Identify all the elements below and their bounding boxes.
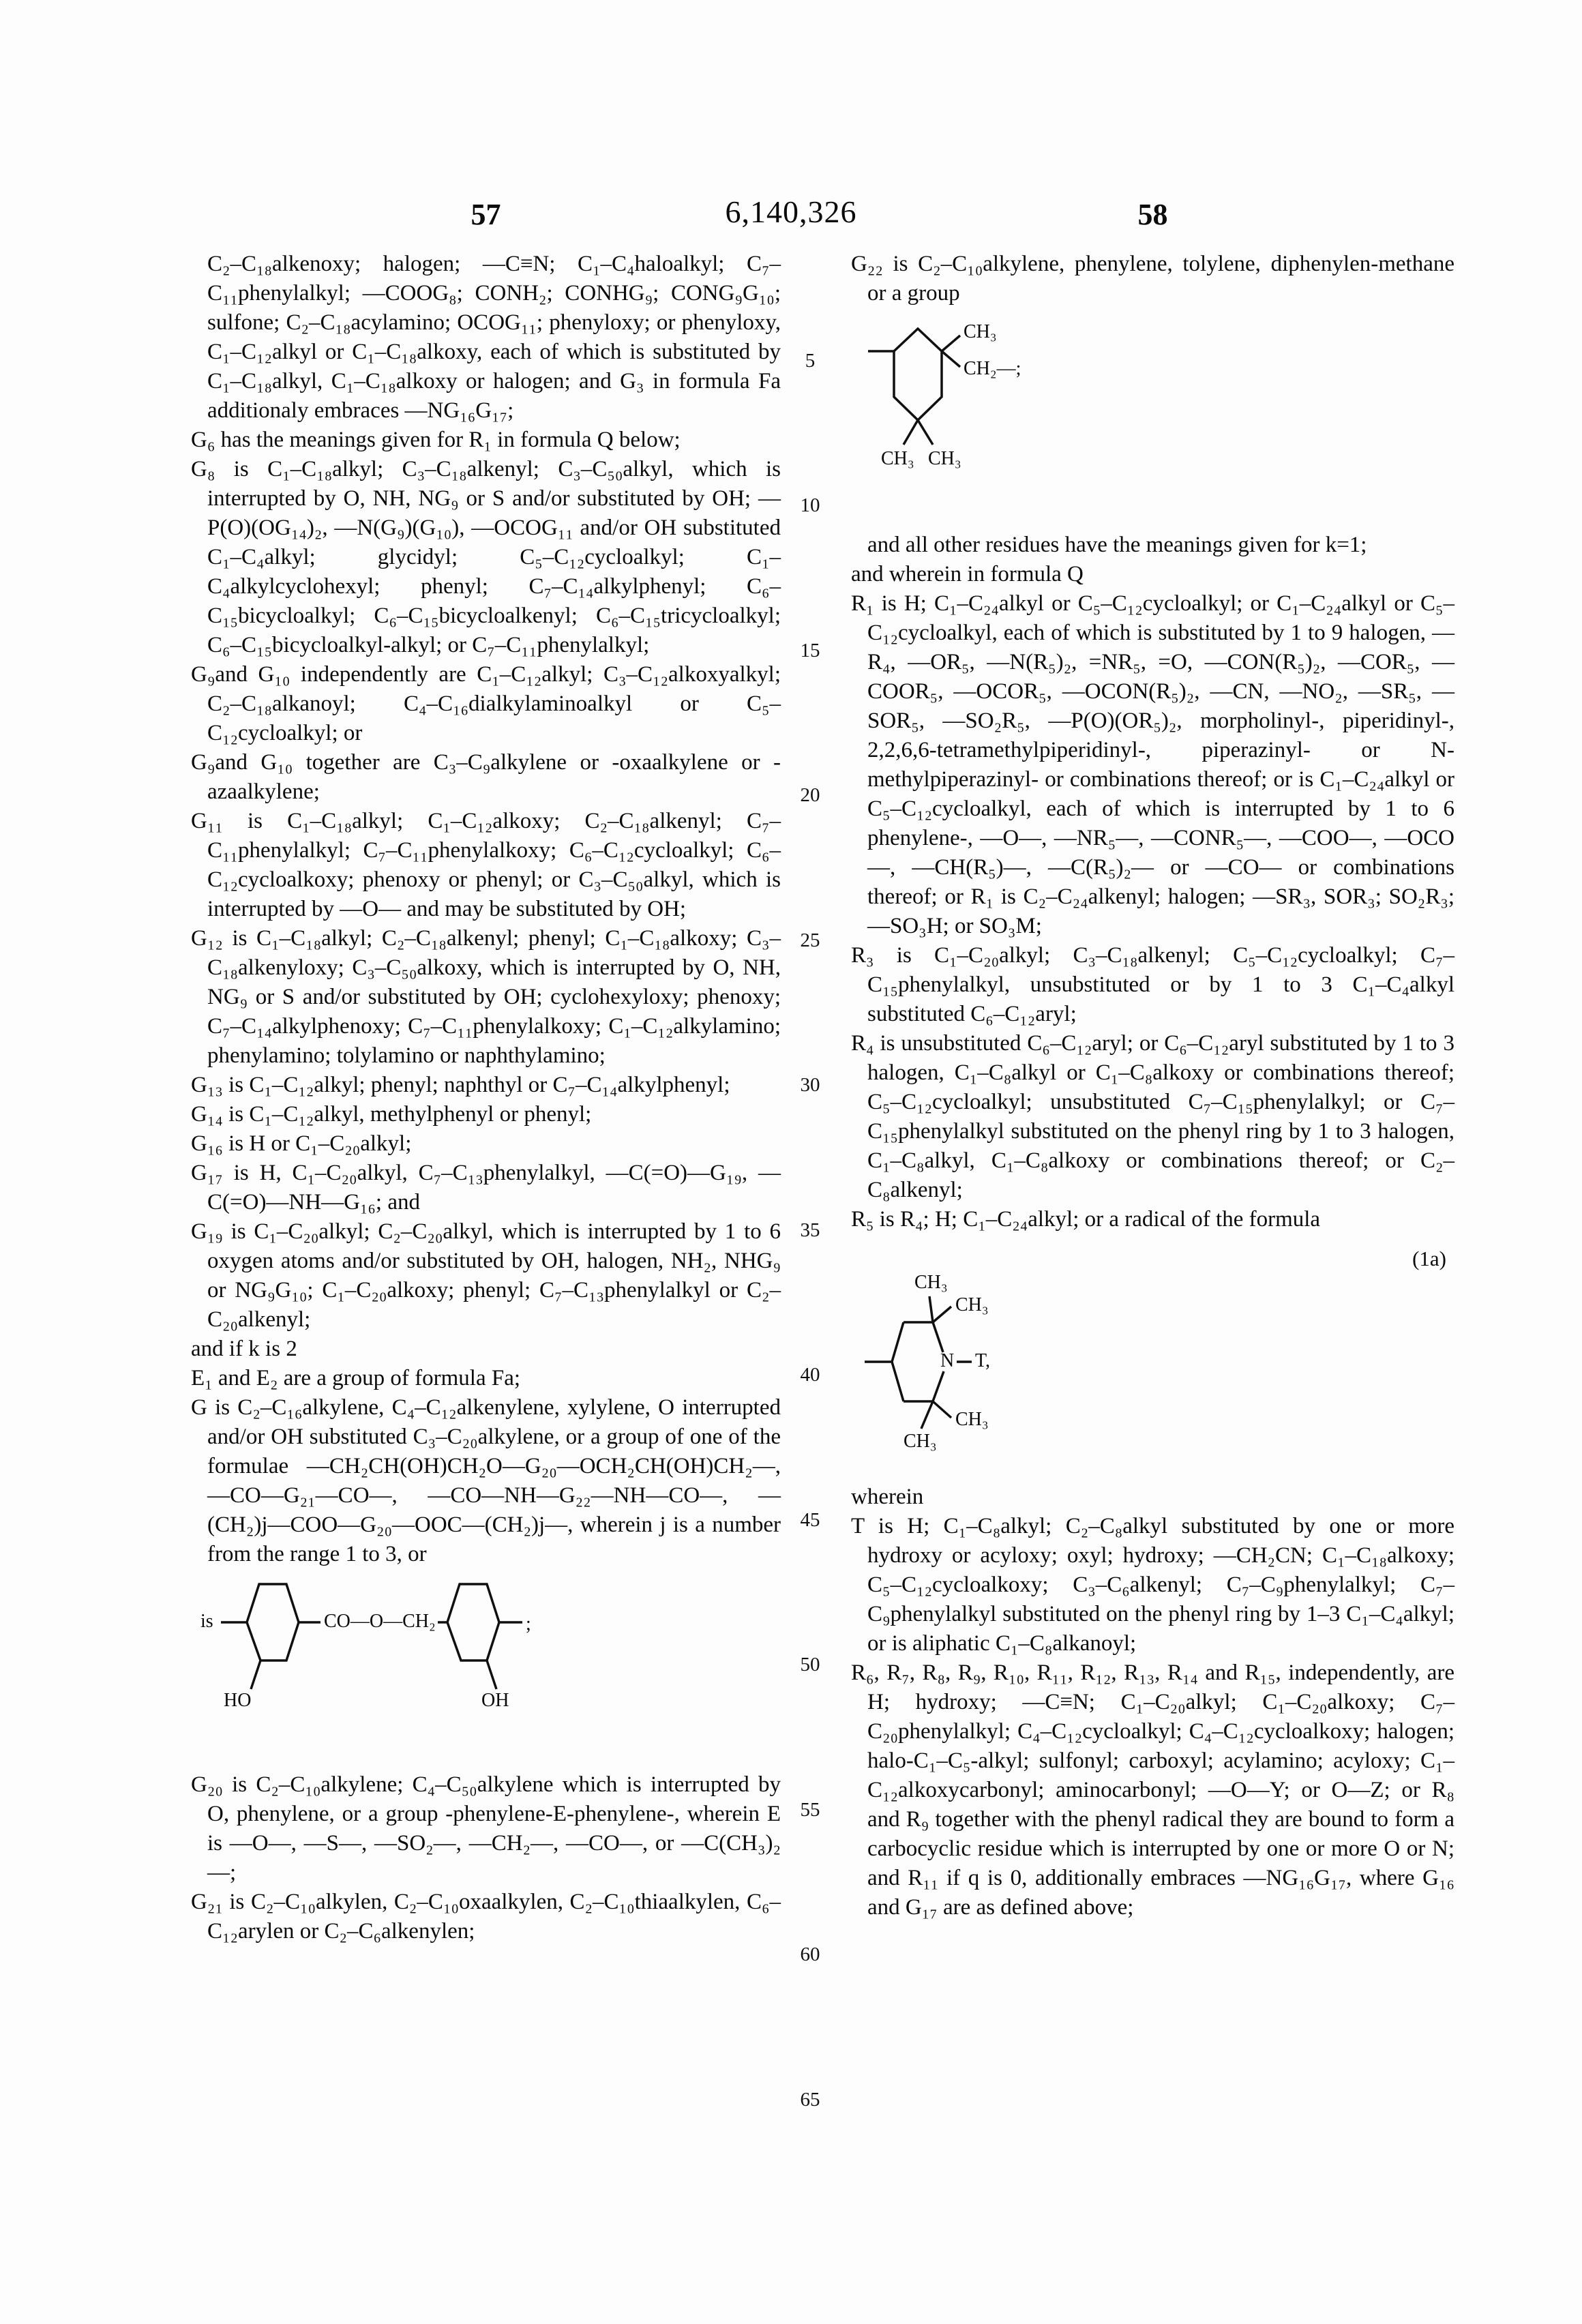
- methyl-label: CH₃: [955, 1409, 989, 1430]
- methyl-label: CH₃: [881, 448, 914, 469]
- para-wherein: wherein: [851, 1485, 924, 1509]
- para-continuation-g3: C₂–C₁₈alkenoxy; halogen; —C≡N; C₁–C₄haloalkyl; C₇–C₁₁phenylalkyl; —COOG₈; CONH₂; CONHG₉; CONG₉G₁₀; sulfone; C₂–C₁₈acylamino; OCOG₁₁; phenyloxy; or phenyloxy, C₁–C₁₂alkyl or C₁–C₁₈alkoxy, each of which is substituted by C₁–C₁₈alkyl, C₁–C₁₈alkoxy or halogen; and G₃ in formula Fa additionaly embraces —NG₁₆G₁₇;: [207, 252, 781, 423]
- para-g14: G₁₄ is C₁–C₁₂alkyl, methylphenyl or phenyl;: [191, 1102, 592, 1127]
- structure-suffix-label: ;: [526, 1613, 531, 1635]
- gutter-line-number: 15: [800, 640, 820, 661]
- para-g8: G₈ is C₁–C₁₈alkyl; C₃–C₁₈alkenyl; C₃–C₅₀alkyl, which is interrupted by O, NH, NG₉ or S and/or substituted by OH; —P(O)(OG₁₄)₂, —N(G₉)(G₁₀), —OCOG₁₁ and/or OH substituted C₁–C₄alkyl; glycidyl; C₅–C₁₂cycloalkyl; C₁–C₄alkylcyclohexyl; phenyl; C₇–C₁₄alkylphenyl; C₆–C₁₅bicycloalkyl; C₆–C₁₅bicycloalkenyl; C₆–C₁₅tricycloalkyl; C₆–C₁₅bicycloalkyl-alkyl; or C₇–C₁₁phenylalkyl;: [191, 457, 781, 657]
- methyl-label: CH₃: [928, 448, 961, 469]
- para-g16: G₁₆ is H or C₁–C₂₀alkyl;: [191, 1131, 412, 1156]
- para-g11: G₁₁ is C₁–C₁₈alkyl; C₁–C₁₂alkoxy; C₂–C₁₈alkenyl; C₇–C₁₁phenylalkyl; C₇–C₁₁phenylalkoxy; C₆–C₁₂cycloalkyl; C₆–C₁₂cycloalkoxy; phenoxy or phenyl; or C₃–C₅₀alkyl, which is interrupted by —O— and may be substituted by OH;: [191, 809, 781, 921]
- gutter-line-number: 25: [800, 929, 820, 951]
- gutter-line-number: 40: [800, 1364, 820, 1386]
- patent-number: 6,140,326: [725, 194, 857, 229]
- gutter-line-number: 10: [800, 494, 820, 516]
- para-g9-g10-together: G₉and G₁₀ together are C₃–C₉alkylene or -oxaalkylene or -azaalkylene;: [191, 750, 781, 804]
- hydroxyl-label-right: OH: [481, 1690, 509, 1711]
- ester-linker-label: CO—O—CH₂: [324, 1611, 436, 1632]
- para-r3: R₃ is C₁–C₂₀alkyl; C₃–C₁₈alkenyl; C₅–C₁₂cycloalkyl; C₇–C₁₅phenylalkyl, unsubstituted or by 1 to 3 C₁–C₄alkyl substituted C₆–C₁₂aryl;: [851, 943, 1454, 1026]
- gutter-line-number: 60: [800, 1943, 820, 1965]
- para-g13: G₁₃ is C₁–C₁₂alkyl; phenyl; naphthyl or C₇–C₁₄alkylphenyl;: [191, 1073, 730, 1097]
- methyl-label: CH₃: [904, 1431, 937, 1452]
- para-g6: G₆ has the meanings given for R₁ in formula Q below;: [191, 428, 681, 452]
- gutter-line-number: 5: [805, 350, 816, 372]
- column-58: [851, 250, 1454, 1922]
- gutter-line-number: 20: [800, 784, 820, 806]
- t-group-label: T,: [975, 1350, 991, 1371]
- structure-prefix-label: is: [200, 1611, 213, 1632]
- para-g19: G₁₉ is C₁–C₂₀alkyl; C₂–C₂₀alkyl, which is interrupted by 1 to 6 oxygen atoms and/or substituted by OH, halogen, NH₂, NHG₉ or NG₉G₁₀; C₁–C₂₀alkoxy; phenyl; C₇–C₁₃phenylalkyl or C₂–C₂₀alkenyl;: [191, 1219, 781, 1332]
- formula-number-label: (1a): [1412, 1247, 1446, 1270]
- methyl-label: CH₃: [914, 1272, 948, 1293]
- column-57: [191, 250, 781, 1946]
- chemical-structure-bis-hydroxycyclohexyl-ester: [200, 1580, 548, 1720]
- column-number-58: 58: [1137, 198, 1168, 231]
- chemical-structure-trimethylcyclohexyl: [865, 321, 1076, 484]
- para-g9-g10-independently: G₉and G₁₀ independently are C₁–C₁₂alkyl; C₃–C₁₂alkoxyalkyl; C₂–C₁₈alkanoyl; C₄–C₁₆dialkylaminoalkyl or C₅–C₁₂cycloalkyl; or: [191, 662, 781, 745]
- hydroxyl-label-left: HO: [224, 1690, 252, 1711]
- para-t: T is H; C₁–C₈alkyl; C₂–C₈alkyl substituted by one or more hydroxy or acyloxy; oxyl; hydroxy; —CH₂CN; C₁–C₁₈alkoxy; C₅–C₁₂cycloalkoxy; C₃–C₆alkenyl; C₇–C₉phenylalkyl; C₇–C₉phenylalkyl substituted on the phenyl ring by 1–3 C₁–C₄alkyl; or is aliphatic C₁–C₈alkanoyl;: [851, 1514, 1454, 1656]
- gutter-line-number: 35: [800, 1219, 820, 1241]
- para-g: G is C₂–C₁₆alkylene, C₄–C₁₂alkenylene, xylylene, O interrupted and/or OH substituted C₃–C₂₀alkylene, or a group of one of the formulae —CH₂CH(OH)CH₂O—G₂₀—OCH₂CH(OH)CH₂—, —CO—G₂₁—CO—, —CO—NH—G₂₂—NH—CO—, —(CH₂)j—COO—G₂₀—OOC—(CH₂)j—, wherein j is a number from the range 1 to 3, or: [191, 1395, 781, 1566]
- chemical-structure-tetramethylpiperidine: [861, 1244, 1454, 1457]
- para-g17: G₁₇ is H, C₁–C₂₀alkyl, C₇–C₁₃phenylalkyl, —C(=O)—G₁₉, —C(=O)—NH—G₁₆; and: [191, 1161, 781, 1215]
- methylene-label: CH₂—;: [964, 358, 1021, 379]
- methyl-label: CH₃: [964, 321, 997, 342]
- para-r5: R₅ is R₄; H; C₁–C₂₄alkyl; or a radical of the formula: [851, 1207, 1321, 1232]
- para-g21: G₂₁ is C₂–C₁₀alkylen, C₂–C₁₀oxaalkylen, C₂–C₁₀thiaalkylen, C₆–C₁₂arylen or C₂–C₆alkenylen;: [191, 1890, 781, 1943]
- methyl-label: CH₃: [955, 1294, 989, 1315]
- para-g20: G₂₀ is C₂–C₁₀alkylene; C₄–C₅₀alkylene which is interrupted by O, phenylene, or a group -phenylene-E-phenylene-, wherein E is —O—, —S—, —SO₂—, —CH₂—, —CO—, or —C(CH₃)₂—;: [191, 1772, 781, 1885]
- para-r1: R₁ is H; C₁–C₂₄alkyl or C₅–C₁₂cycloalkyl; or C₁–C₂₄alkyl or C₅–C₁₂cycloalkyl, each of which is substituted by 1 to 9 halogen, —R₄, —OR₅, —N(R₅)₂, =NR₅, =O, —CON(R₅)₂, —COR₅, —COOR₅, —OCOR₅, —OCON(R₅)₂, —CN, —NO₂, —SR₅, —SOR₅, —SO₂R₅, —P(O)(OR₅)₂, morpholinyl-, piperidinyl-, 2,2,6,6-tetramethylpiperidinyl-, piperazinyl- or N-methylpiperazinyl- or combinations thereof; or is C₁–C₂₄alkyl or C₅–C₁₂cycloalkyl, each of which is interrupted by 1 to 6 phenylene-, —O—, —NR₅—, —CONR₅—, —COO—, —OCO—, —CH(R₅)—, —C(R₅)₂— or —CO— or combinations thereof; or R₁ is C₂–C₂₄alkenyl; halogen; —SR₃, SOR₃; SO₂R₃; —SO₃H; or SO₃M;: [851, 591, 1454, 938]
- para-g22: G₂₂ is C₂–C₁₀alkylene, phenylene, tolylene, diphenylen-methane or a group: [851, 252, 1454, 306]
- gutter-line-number: 65: [800, 2089, 820, 2111]
- para-if-k-is-2: and if k is 2: [191, 1337, 297, 1361]
- gutter-line-number: 30: [800, 1074, 820, 1096]
- gutter-line-number: 55: [800, 1799, 820, 1821]
- para-wherein-formula-q: and wherein in formula Q: [851, 562, 1084, 586]
- para-other-residues: and all other residues have the meanings given for k=1;: [867, 533, 1367, 557]
- gutter-line-number: 45: [800, 1509, 820, 1531]
- para-r4: R₄ is unsubstituted C₆–C₁₂aryl; or C₆–C₁₂aryl substituted by 1 to 3 halogen, C₁–C₈alkyl or C₁–C₈alkoxy or combinations thereof; C₅–C₁₂cycloalkyl; unsubstituted C₇–C₁₅phenylalkyl; or C₇–C₁₅phenylalkyl substituted on the phenyl ring by 1 to 3 halogen, C₁–C₈alkyl, C₁–C₈alkoxy or combinations thereof; or C₂–C₈alkenyl;: [851, 1031, 1454, 1202]
- para-r6-r15: R₆, R₇, R₈, R₉, R₁₀, R₁₁, R₁₂, R₁₃, R₁₄ and R₁₅, independently, are H; hydroxy; —C≡N; C₁–C₂₀alkyl; C₁–C₂₀alkoxy; C₇–C₂₀phenylalkyl; C₄–C₁₂cycloalkyl; C₄–C₁₂cycloalkoxy; halogen; halo-C₁–C₅-alkyl; sulfonyl; carboxyl; acylamino; acyloxy; C₁–C₁₂alkoxycarbonyl; aminocarbonyl; —O—Y; or O—Z; or R₈ and R₉ together with the phenyl radical they are bound to form a carbocyclic residue which is interrupted by one or more O or N; and R₁₁ if q is 0, additionally embraces —NG₁₆G₁₇, where G₁₆ and G₁₇ are as defined above;: [851, 1660, 1454, 1920]
- gutter-line-number: 50: [800, 1654, 820, 1675]
- para-g12: G₁₂ is C₁–C₁₈alkyl; C₂–C₁₈alkenyl; phenyl; C₁–C₁₈alkoxy; C₃–C₁₈alkenyloxy; C₃–C₅₀alkoxy, which is interrupted by O, NH, NG₉ or S and/or substituted by OH; cyclohexyloxy; phenoxy; C₇–C₁₄alkylphenoxy; C₇–C₁₁phenylalkoxy; C₁–C₁₂alkylamino; phenylamino; tolylamino or naphthylamino;: [191, 926, 781, 1068]
- nitrogen-label: N: [940, 1350, 955, 1371]
- para-e1-e2: E₁ and E₂ are a group of formula Fa;: [191, 1366, 521, 1390]
- bond-drawing: [861, 1268, 1189, 1452]
- column-number-57: 57: [471, 198, 501, 231]
